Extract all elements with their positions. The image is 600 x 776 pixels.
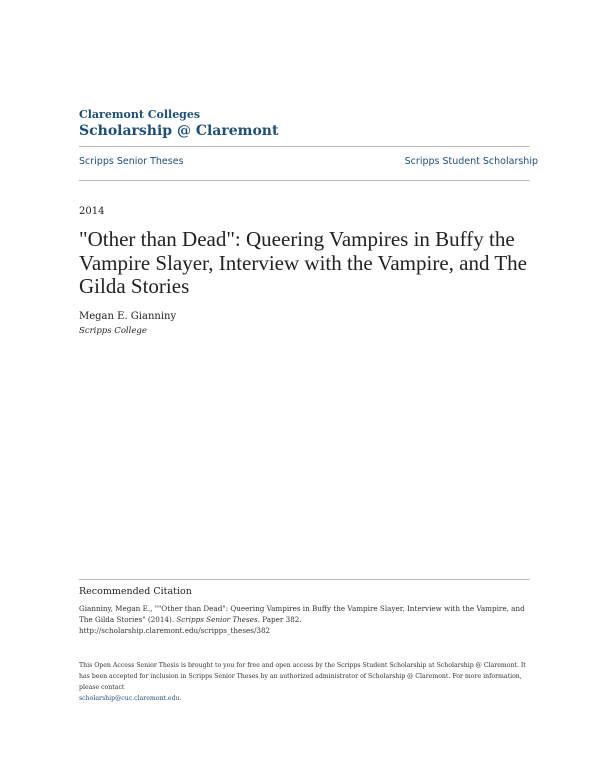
citation-divider: [79, 579, 530, 580]
notice-text: This Open Access Senior Thesis is brought to you for free and open access by the Scripps Student Scholarship at Scholarship @ Claremont. It has been accepted for inclusion in Scripps Senior Theses by an authorized administrator of Scholarship @ Claremont. For more information, please contact: [79, 662, 526, 691]
citation-paper-number: . Paper 382.: [257, 615, 302, 624]
recommended-citation-heading: Recommended Citation: [79, 586, 192, 597]
author-affiliation: Scripps College: [79, 326, 147, 336]
scripps-senior-theses-link[interactable]: Scripps Senior Theses: [79, 156, 184, 167]
citation-series: Scripps Senior Theses: [176, 615, 258, 624]
citation-url: http://scholarship.claremont.edu/scripps_theses/382: [79, 626, 271, 635]
collection-links: [79, 156, 538, 167]
header-divider-top: [79, 146, 530, 147]
repository-name[interactable]: Scholarship @ Claremont: [79, 123, 279, 139]
publication-year: 2014: [79, 206, 105, 217]
scripps-student-scholarship-link[interactable]: Scripps Student Scholarship: [404, 156, 538, 167]
notice-end: .: [179, 695, 182, 702]
contact-email-link[interactable]: scholarship@cuc.claremont.edu: [79, 695, 180, 702]
author-name: Megan E. Gianniny: [79, 311, 177, 322]
paper-title: "Other than Dead": Queering Vampires in Buffy the Vampire Slayer, Interview with the Vampire, and The Gilda Stories: [79, 227, 528, 298]
repository-header: [79, 108, 278, 140]
institution-name[interactable]: Claremont Colleges: [79, 108, 201, 121]
citation-main: Gianniny, Megan E., ""Other than Dead": Queering Vampires in Buffy the Vampire Slayer, Interview with the Vampire, and The Gilda Stories" (2014).: [79, 604, 525, 624]
open-access-notice: [79, 660, 529, 704]
citation-text: [79, 603, 529, 636]
header-divider-bottom: [79, 180, 530, 181]
